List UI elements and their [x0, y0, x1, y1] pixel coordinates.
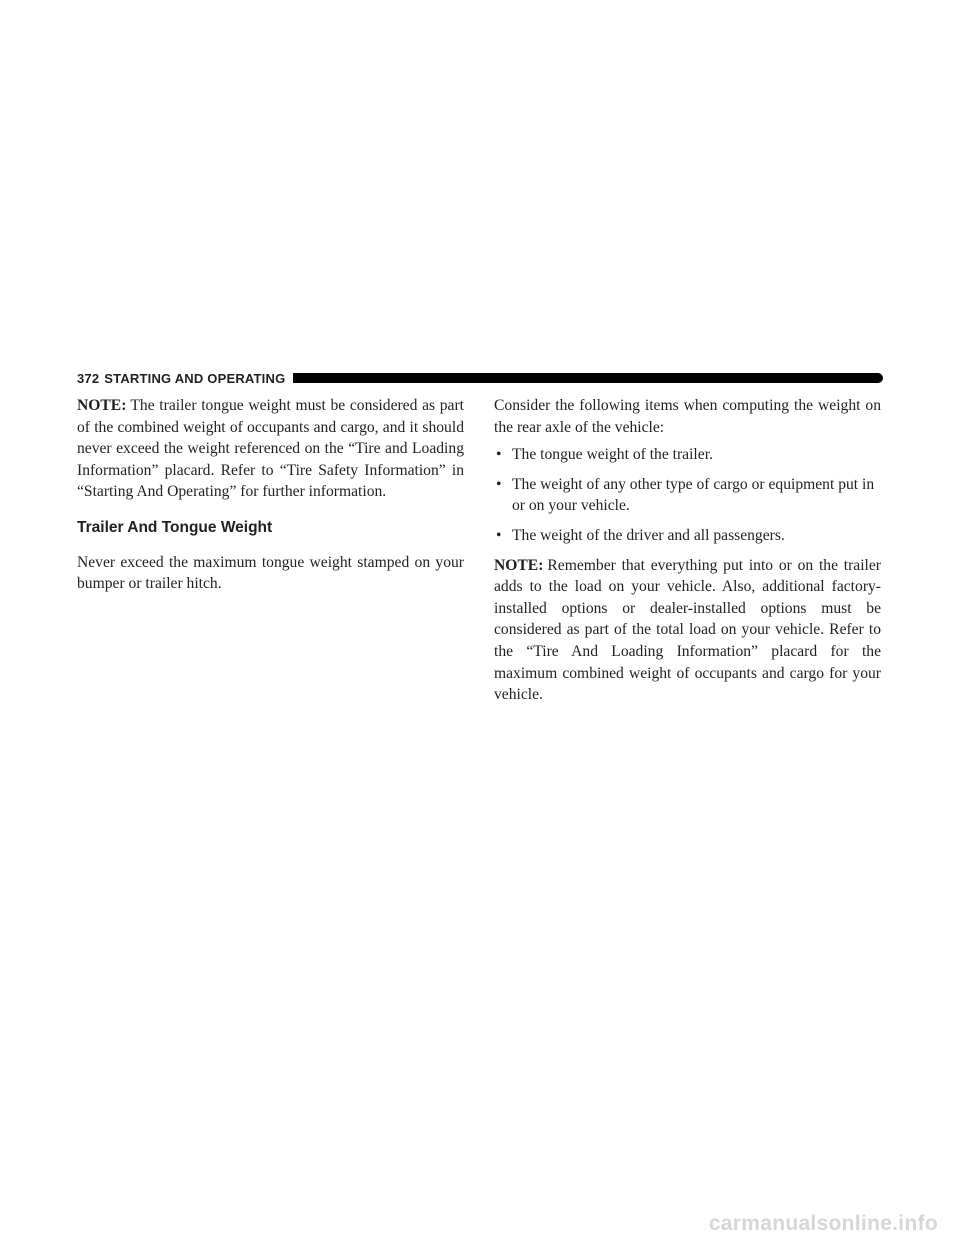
list-item-text: The tongue weight of the trailer.	[512, 446, 713, 464]
watermark: carmanualsonline.info	[708, 1212, 938, 1235]
note-label: NOTE:	[77, 397, 127, 414]
right-column	[494, 395, 881, 706]
note-text: The trailer tongue weight must be considered as part of the combined weight of occupants and cargo, and it should never exceed the weight referenced on the “Tire and Loading Information” placard. Refer to “Tire Safety Information” in “Starting And Operating” for further information.	[77, 397, 464, 501]
note-paragraph	[494, 555, 881, 706]
list-item	[494, 474, 881, 517]
bullet-icon: •	[496, 446, 502, 464]
intro-paragraph: Consider the following items when computing the weight on the rear axle of the vehicle:	[494, 397, 881, 436]
section-title: STARTING AND OPERATING	[104, 370, 286, 386]
header-rule	[293, 373, 883, 383]
list-item	[494, 444, 881, 466]
section-heading: Trailer And Tongue Weight	[77, 518, 273, 536]
page-header	[77, 368, 883, 388]
list-item	[494, 525, 881, 547]
bullet-list	[494, 444, 881, 546]
page-number: 372	[77, 370, 100, 386]
note-label: NOTE:	[494, 556, 544, 574]
body-paragraph: Never exceed the maximum tongue weight stamped on your bumper or trailer hitch.	[77, 553, 464, 593]
note-text: Remember that everything put into or on the trailer adds to the load on your vehicle. Also, additional factory-installed options or dealer-installed options must be considered as part of the total load on your vehicle. Refer to the “Tire And Loading Information” placard for the maximum combined weight of occupants and cargo for your vehicle.	[494, 556, 881, 704]
bullet-icon: •	[496, 475, 502, 493]
list-item-text: The weight of the driver and all passengers.	[512, 526, 785, 544]
note-paragraph	[77, 395, 464, 503]
left-column	[77, 395, 464, 595]
list-item-text: The weight of any other type of cargo or equipment put in or on your vehicle.	[512, 475, 875, 515]
bullet-icon: •	[496, 526, 502, 544]
